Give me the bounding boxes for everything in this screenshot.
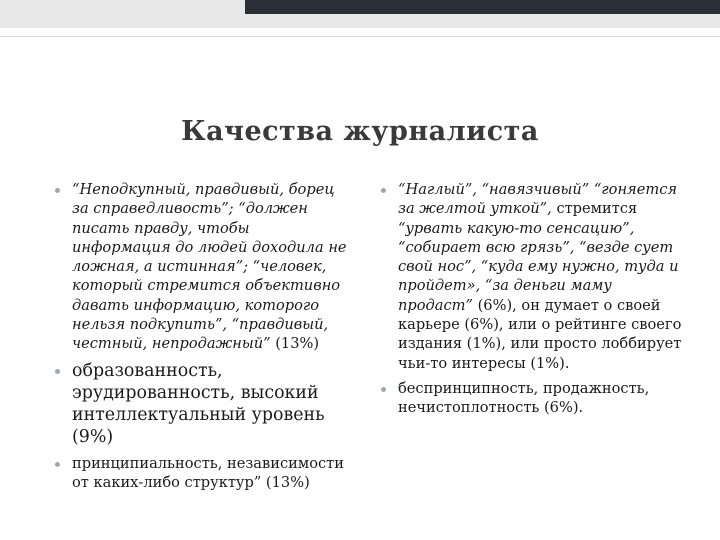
bullet-icon [381, 188, 386, 193]
plain-text: (6%), он думает о своей карьере (6%), или о рейтинге своего издания (1%), или просто лоббирует чьи-то интересы (1%). [398, 296, 682, 372]
bullet-icon [55, 462, 60, 467]
item-text: беспринципность, продажность, нечистоплотность (6%). [398, 379, 650, 417]
quote-text: “урвать какую-то сенсацию”, “собирает всю грязь”, “везде сует свой нос”, “куда ему нужно, туда и пройдет», “за деньги маму продаст” [398, 219, 679, 314]
percent-text: (13%) [270, 335, 320, 353]
list-item [52, 180, 352, 354]
bullet-icon [381, 387, 386, 392]
item-text: образованность, эрудированность, высокий интеллектуальный уровень (9%) [72, 360, 325, 447]
bullet-icon [55, 188, 60, 193]
slide-title: Качества журналиста [181, 116, 539, 147]
item-text: принципиальность, независимости от каких-либо структур” (13%) [72, 454, 344, 491]
bullet-icon [55, 369, 60, 374]
left-column [52, 180, 352, 498]
list-item [378, 379, 688, 418]
header-dark-band [245, 0, 720, 14]
header-divider [0, 36, 720, 37]
list-item [52, 360, 352, 448]
right-column [378, 180, 688, 424]
plain-text: стремится [556, 200, 638, 218]
quote-text: “Наглый”, “навязчивый” “гоняется за желтой уткой”, [398, 181, 678, 218]
list-item [52, 454, 352, 493]
quote-text: “Неподкупный, правдивый, борец за справедливость”; “должен писать правду, чтобы информация до людей доходила не ложная, а истинная”; “человек, который стремится объективно давать информацию, которого нельзя подкупить”, “правдивый, честный, непродажный” [72, 181, 347, 353]
list-item [378, 180, 688, 373]
